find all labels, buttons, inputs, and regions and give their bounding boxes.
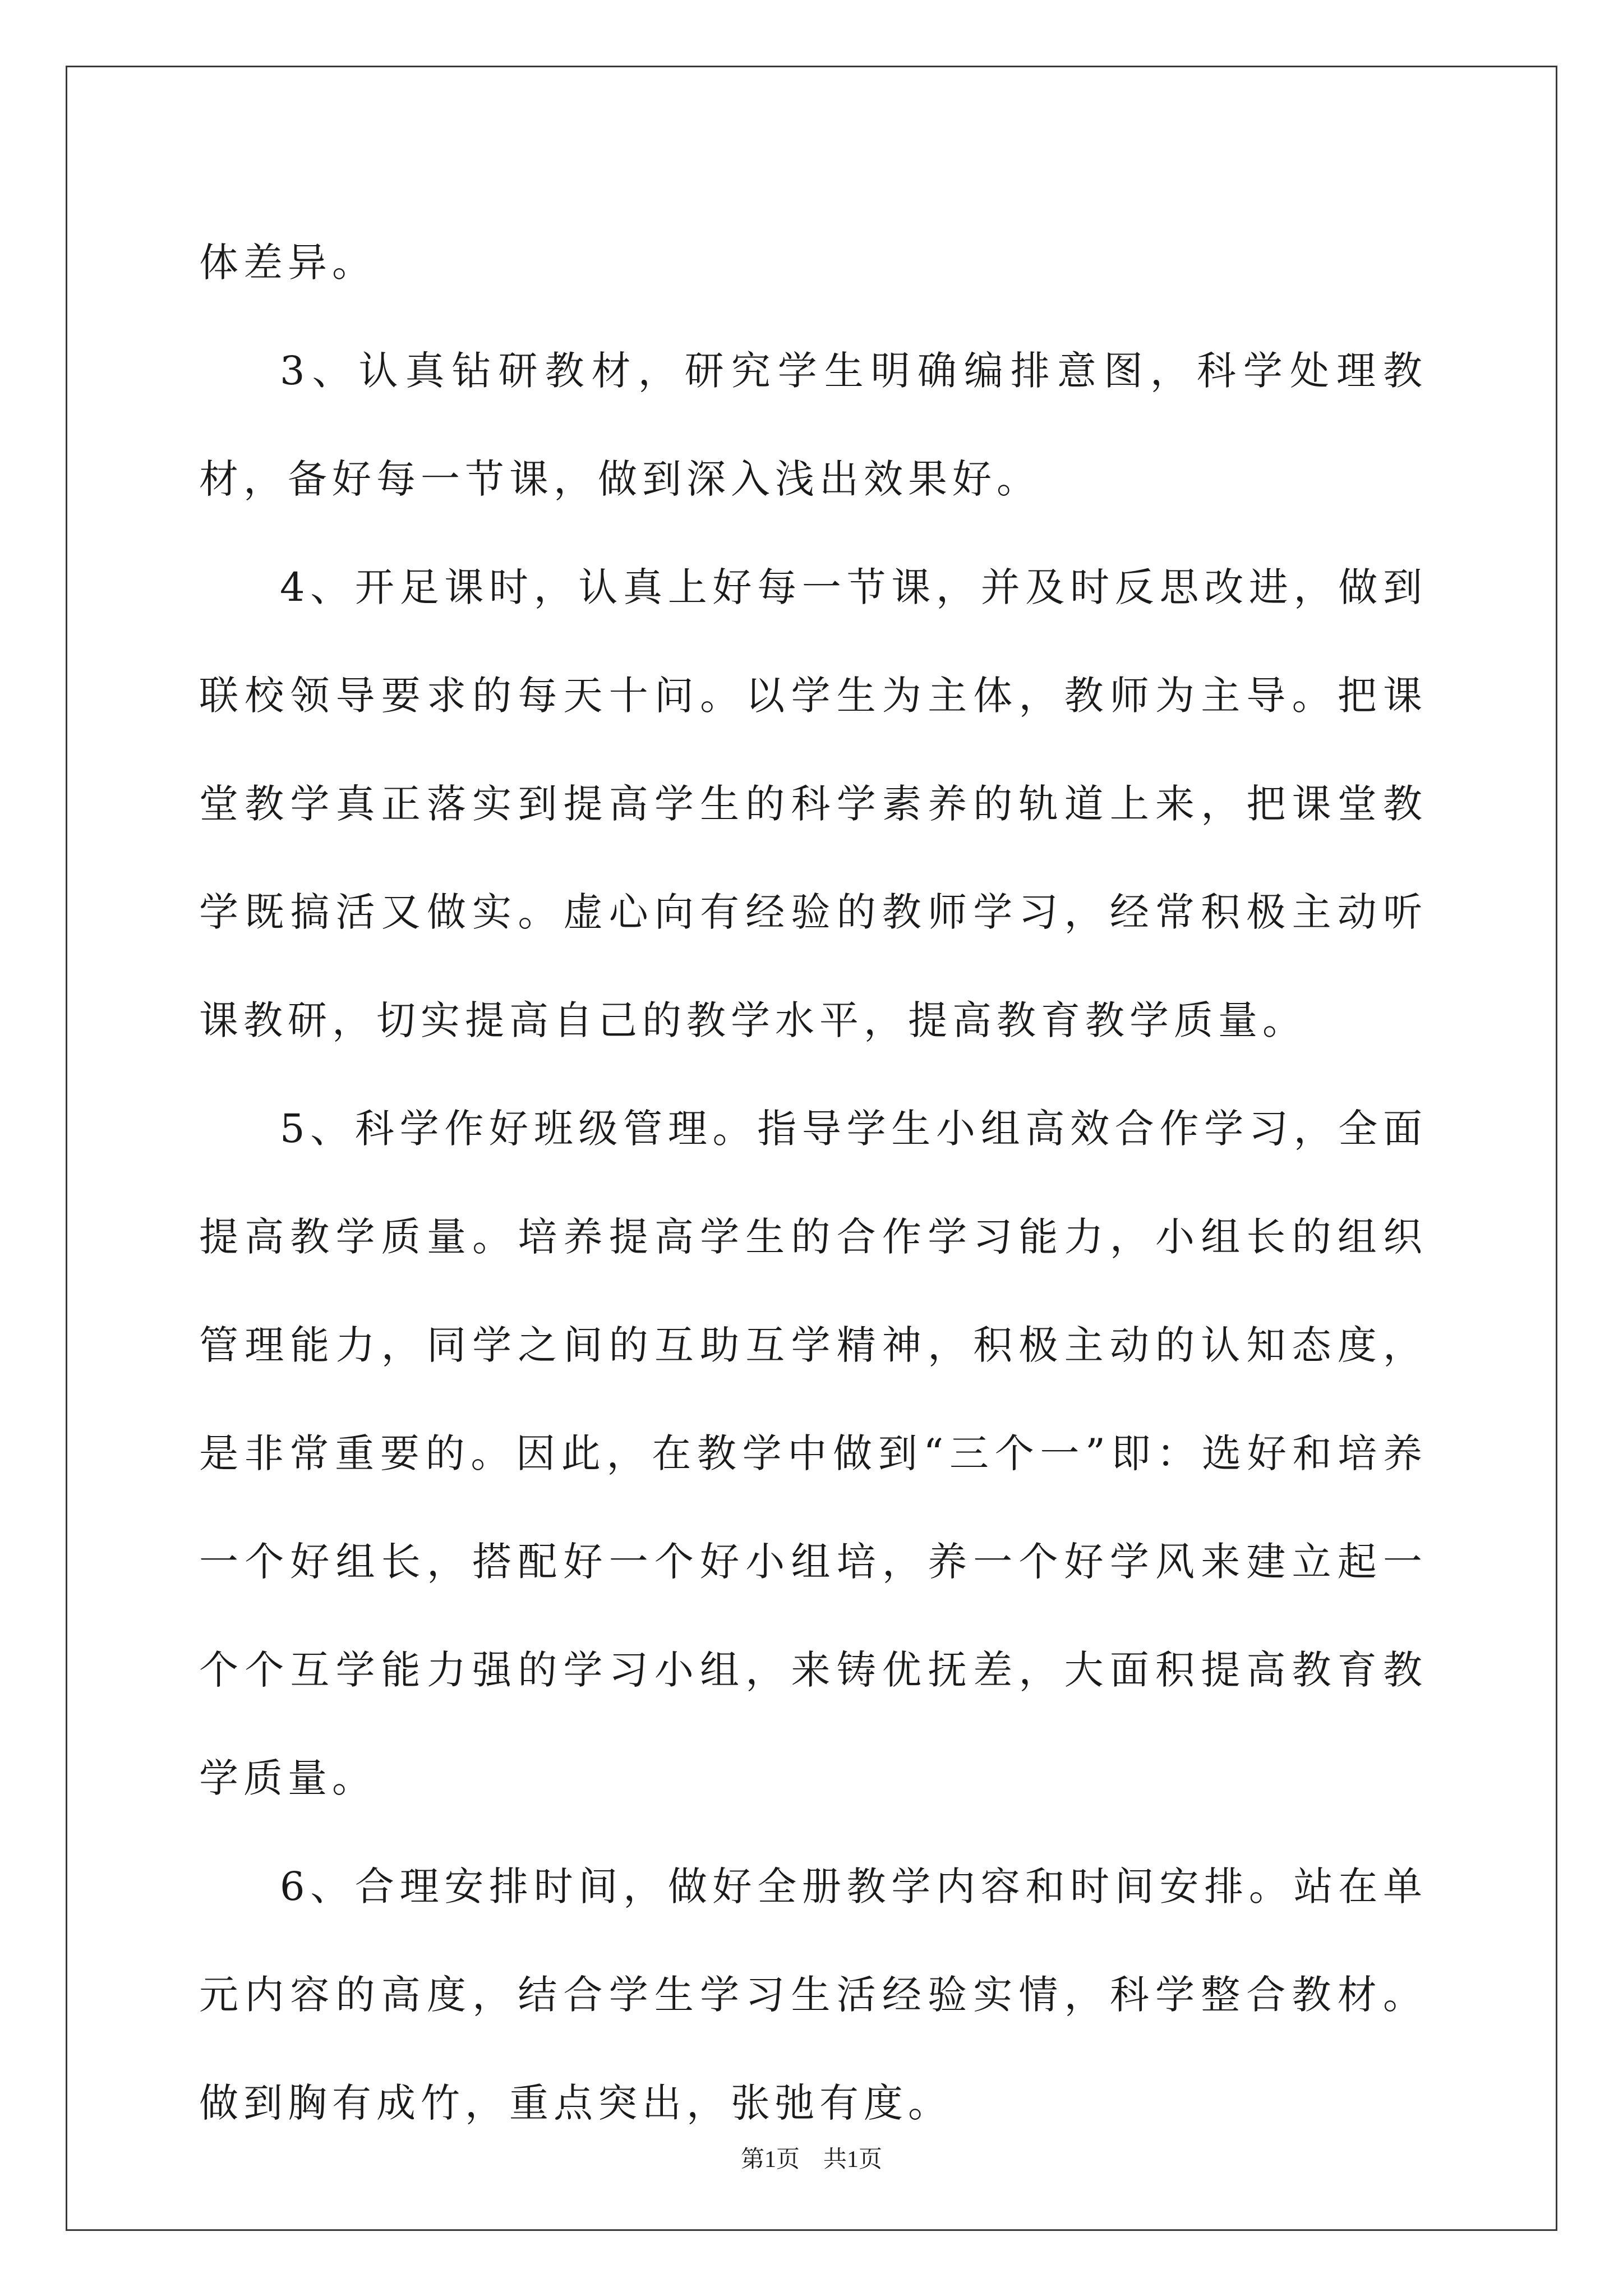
paragraph-item-3: 3、认真钻研教材，研究学生明确编排意图，科学处理教材，备好每一节课，做到深入浅出效果好。 (199, 348, 1427, 502)
paragraph-continuation: 体差异。 (199, 240, 376, 286)
page-number: 第1页 共1页 (740, 2147, 882, 2173)
document-body (199, 209, 1427, 2157)
paragraph-item-4: 4、开足课时，认真上好每一节课，并及时反思改进，做到联校领导要求的每天十问。以学生为主体，教师为主导。把课堂教学真正落实到提高学生的科学素养的轨道上来，把课堂教学既搞活又做实。虚心向有经验的教师学习，经常积极主动听课教研，切实提高自己的教学水平，提高教育教学质量。 (199, 564, 1427, 1043)
paragraph-item-6: 6、合理安排时间，做好全册教学内容和时间安排。站在单元内容的高度，结合学生学习生活经验实情，科学整合教材。做到胸有成竹，重点突出，张弛有度。 (199, 1864, 1427, 2126)
paragraph-item-5: 5、科学作好班级管理。指导学生小组高效合作学习，全面提高教学质量。培养提高学生的合作学习能力，小组长的组织管理能力，同学之间的互助互学精神，积极主动的认知态度，是非常重要的。因此，在教学中做到“三个一”即：选好和培养一个好组长，搭配好一个好小组培，养一个好学风来建立起一个个互学能力强的学习小组，来铸优抚差，大面积提高教育教学质量。 (199, 1106, 1427, 1801)
page-footer (0, 2143, 1623, 2177)
